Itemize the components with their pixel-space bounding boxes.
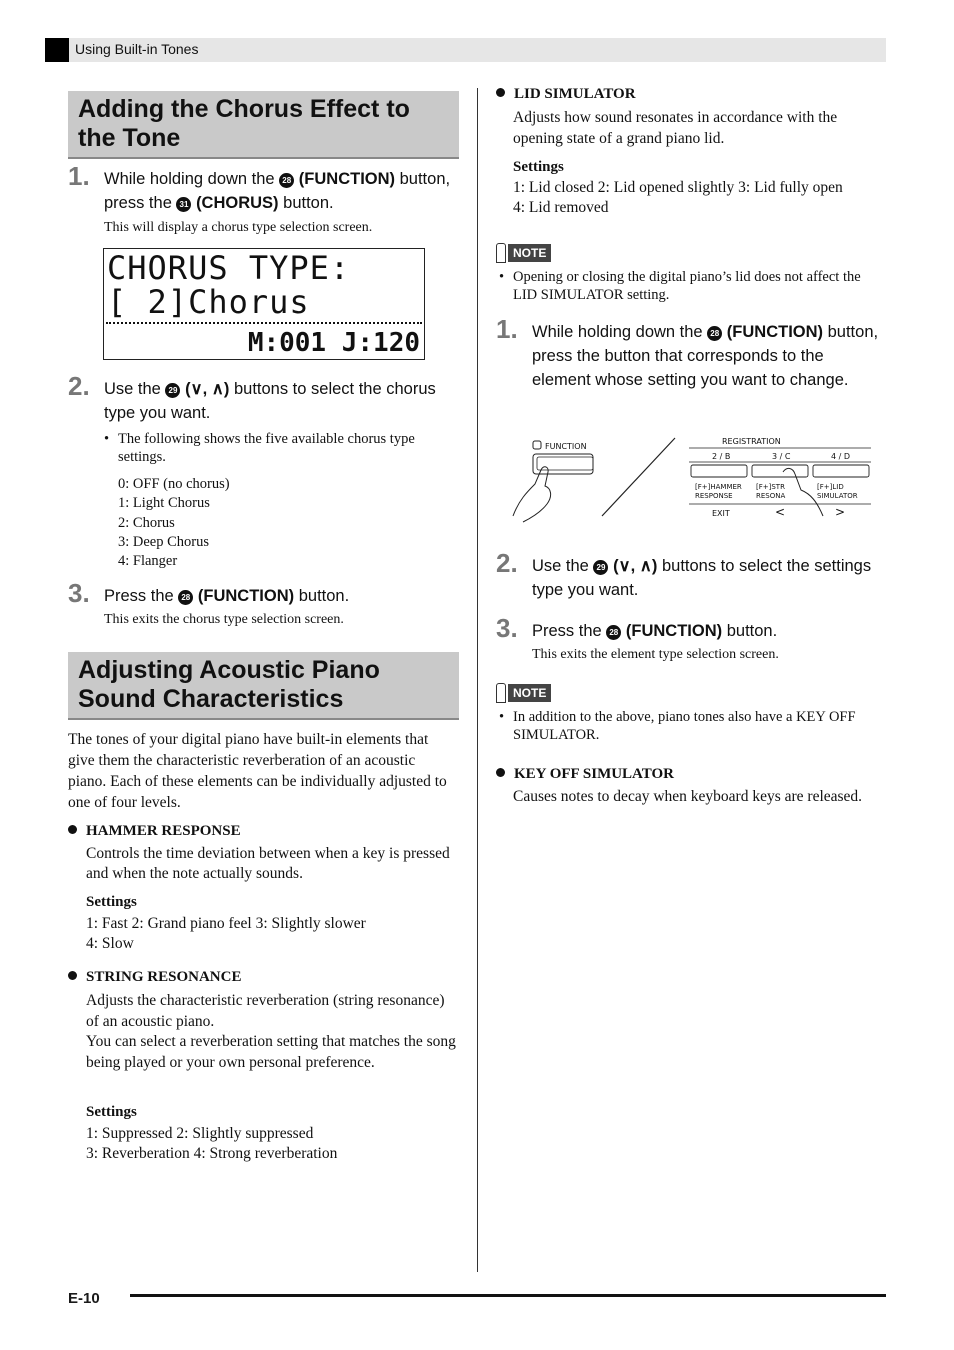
step-note: This exits the element type selection screen.	[532, 647, 779, 662]
step-number: 1.	[496, 314, 518, 344]
lcd-display	[103, 248, 425, 360]
button-number-badge: 28	[606, 625, 621, 640]
lcd-dot-row	[106, 322, 422, 324]
note-text: Opening or closing the digital piano’s lid does not affect the LID SIMULATOR setting.	[513, 269, 861, 303]
step-number: 3.	[496, 613, 518, 643]
button-number-badge: 28	[279, 173, 294, 188]
step-note: This exits the chorus type selection screen.	[104, 612, 344, 627]
button-number-badge: 28	[707, 326, 722, 341]
right-arrow-label: >	[835, 505, 846, 519]
bullet-dot	[68, 971, 77, 980]
bullet-dot: •	[499, 709, 505, 725]
bullet-dot	[68, 825, 77, 834]
step-instruction: Use the 29 (∨, ∧) buttons to select the chorus type you want.	[104, 380, 436, 422]
hammer-settings: 1: Fast 2: Grand piano feel 3: Slightly slower 4: Slow	[86, 915, 366, 952]
string-resonance-description-2: You can select a reverberation setting that matches the song being played or your own personal preference.	[86, 1033, 456, 1071]
pencil-icon	[496, 683, 506, 703]
lcd-line: CHORUS TYPE:	[107, 249, 351, 287]
header-marker	[45, 38, 69, 62]
button-label-2b: 2 / B	[712, 452, 731, 461]
header-section-label: Using Built-in Tones	[75, 41, 199, 57]
section-title-acoustic: Adjusting Acoustic Piano Sound Characteristics	[68, 652, 459, 720]
lid-button	[813, 465, 869, 477]
note-icon: NOTE	[496, 242, 551, 264]
bullet-dot	[496, 88, 505, 97]
function-label: FUNCTION	[545, 442, 587, 451]
lcd-measure-tempo: M:001 J:120	[247, 328, 420, 358]
step-instruction: Use the 29 (∨, ∧) buttons to select the settings type you want.	[532, 557, 872, 599]
button-number-badge: 29	[593, 560, 608, 575]
bullet-dot	[496, 768, 505, 777]
step-number: 3.	[68, 578, 90, 608]
panel-illustration	[505, 432, 875, 524]
step-number: 2.	[496, 548, 518, 578]
button-number-badge: 29	[165, 383, 180, 398]
list-item: 1: Light Chorus	[118, 495, 210, 512]
key-off-simulator-description: Causes notes to decay when keyboard keys are released.	[513, 788, 863, 805]
button-label-3c: 3 / C	[772, 452, 791, 461]
settings-label: Settings	[86, 894, 137, 910]
list-item: 2: Chorus	[118, 514, 175, 531]
hammer-button	[691, 465, 747, 477]
note-icon: NOTE	[496, 682, 551, 704]
lcd-line: [ 2]Chorus	[107, 283, 310, 321]
string-resonance-description: Adjusts the characteristic reverberation (string resonance) of an acoustic piano.	[86, 992, 445, 1030]
step-instruction: While holding down the 28 (FUNCTION) button, press the 31 (CHORUS) button.	[104, 170, 451, 212]
bullet-dot: •	[104, 431, 110, 447]
step-note: This will display a chorus type selection screen.	[104, 220, 373, 235]
button-number-badge: 28	[178, 590, 193, 605]
intro-paragraph: The tones of your digital piano have built-in elements that give them the characteristic reverberation of an acoustic piano. Each of these elements can be individually adjusted to one of four levels.	[68, 731, 447, 811]
pencil-icon	[496, 243, 506, 263]
button-label-4d: 4 / D	[831, 452, 851, 461]
lid-simulator-description: Adjusts how sound resonates in accordance with the opening state of a grand piano lid.	[513, 109, 838, 147]
exit-label: EXIT	[712, 509, 730, 518]
step-instruction: Press the 28 (FUNCTION) button.	[104, 587, 350, 605]
function-led-icon	[533, 441, 541, 449]
footer-rule	[130, 1294, 886, 1297]
function-button-inner	[537, 457, 593, 470]
chorus-type-list	[118, 475, 230, 571]
list-item: 0: OFF (no chorus)	[118, 476, 230, 492]
step-number: 2.	[68, 371, 90, 401]
lid-simulator-heading: LID SIMULATOR	[496, 86, 636, 103]
button-sublabel: SIMULATOR	[817, 492, 858, 500]
page-number: E-10	[68, 1290, 100, 1307]
step-instruction: Press the 28 (FUNCTION) button.	[532, 622, 778, 640]
step-instruction: While holding down the 28 (FUNCTION) button, press the button that corresponds to the element whose setting you want to change.	[532, 323, 879, 389]
note-text: In addition to the above, piano tones also have a KEY OFF SIMULATOR.	[513, 709, 856, 743]
diagonal-line	[602, 438, 675, 516]
string-button	[752, 465, 808, 477]
button-number-badge: 31	[176, 197, 191, 212]
settings-label: Settings	[86, 1104, 137, 1120]
left-arrow-label: <	[775, 505, 786, 519]
button-sublabel: [F+]HAMMER	[695, 483, 742, 491]
section-title-chorus: Adding the Chorus Effect to the Tone	[68, 91, 459, 159]
hammer-response-heading: HAMMER RESPONSE	[68, 823, 241, 840]
hammer-response-description: Controls the time deviation between when a key is pressed and when the note actually sounds.	[86, 845, 450, 882]
string-resonance-heading: STRING RESONANCE	[68, 969, 241, 986]
string-settings: 1: Suppressed 2: Slightly suppressed 3: Reverberation 4: Strong reverberation	[86, 1125, 338, 1162]
button-sublabel: RESPONSE	[695, 492, 733, 500]
lid-settings: 1: Lid closed 2: Lid opened slightly 3: Lid fully open 4: Lid removed	[513, 179, 843, 216]
bullet-dot: •	[499, 269, 505, 285]
button-sublabel: [F+]STR	[756, 483, 785, 491]
list-item: 3: Deep Chorus	[118, 533, 210, 550]
button-sublabel: [F+]LID	[817, 483, 844, 491]
list-item: 4: Flanger	[118, 553, 178, 570]
column-divider	[477, 88, 478, 1272]
registration-label: REGISTRATION	[722, 437, 781, 446]
hand-icon	[513, 467, 551, 522]
key-off-simulator-heading: KEY OFF SIMULATOR	[496, 766, 674, 783]
settings-label: Settings	[513, 159, 564, 175]
button-sublabel: RESONA	[756, 492, 786, 500]
bullet-text: The following shows the five available chorus type settings.	[118, 431, 415, 465]
step-number: 1.	[68, 161, 90, 191]
